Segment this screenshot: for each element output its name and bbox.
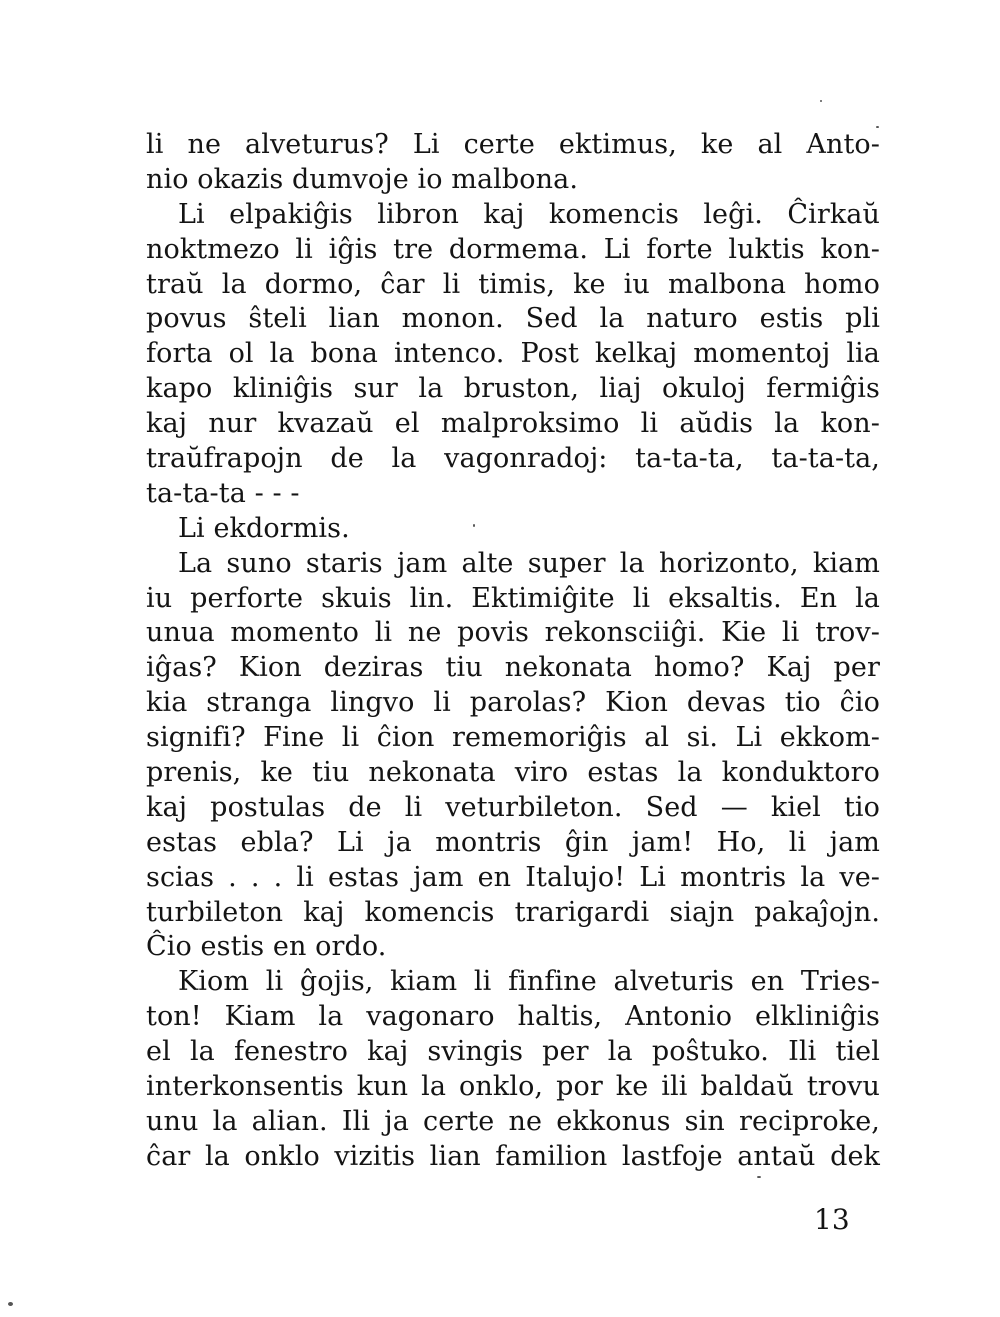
text-line-20: kaj postulas de li veturbileton. Sed — kiel tio [146,791,880,823]
scan-speck [757,1176,761,1178]
text-line-30: ĉar la onklo vizitis lian familion lastfoje antaŭ dek [146,1140,880,1172]
scan-speck [473,524,475,527]
text-line-4: noktmezo li iĝis tre dormema. Li forte luktis kon- [146,233,880,265]
text-line-6: povus ŝteli lian monon. Sed la naturo estis pli [146,303,880,335]
page-number: 13 [814,1203,850,1236]
text-line-22: scias . . . li estas jam en Italujo! Li montris la ve- [146,861,880,893]
text-line-11: ta-ta-ta - - - [146,477,300,509]
text-line-10: traŭfrapojn de la vagonradoj: ta-ta-ta, ta-ta-ta, [146,443,880,475]
text-line-9: kaj nur kvazaŭ el malproksimo li aŭdis la kon- [146,408,880,440]
text-line-15: unua momento li ne povis rekonsciiĝi. Kie li trov- [146,617,880,649]
scan-speck [876,126,879,128]
text-line-29: unu la alian. Ili ja certe ne ekkonus sin reciproke, [146,1105,880,1137]
text-line-25: Kiom li ĝojis, kiam li finfine alveturis en Tries- [178,966,880,998]
text-line-1: li ne alveturus? Li certe ektimus, ke al Anto- [146,129,880,160]
text-line-13: La suno staris jam alte super la horizonto, kiam [178,547,880,579]
text-line-26: ton! Kiam la vagonaro haltis, Antonio elkliniĝis [146,1001,880,1033]
text-line-12: Li ekdormis. [178,512,350,544]
text-line-14: iu perforte skuis lin. Ektimiĝite li eksaltis. En la [146,582,880,614]
text-line-21: estas ebla? Li ja montris ĝin jam! Ho, li jam [146,826,880,858]
scan-speck [820,100,822,102]
text-line-17: kia stranga lingvo li parolas? Kion devas tio ĉio [146,687,880,719]
body-text [146,128,880,1175]
text-line-19: prenis, ke tiu nekonata viro estas la konduktoro [146,757,880,789]
text-line-24: Ĉio estis en ordo. [146,931,387,963]
text-line-27: el la fenestro kaj svingis per la poŝtuko. Ili tiel [146,1036,880,1068]
text-line-23: turbileton kaj komencis trarigardi siajn pakaĵojn. [146,896,880,928]
text-line-5: traŭ la dormo, ĉar li timis, ke iu malbona homo [146,268,880,300]
text-line-2: nio okazis dumvoje io malbona. [146,163,579,195]
text-line-18: signifi? Fine li ĉion rememoriĝis al si. Li ekkom- [146,722,880,754]
text-line-16: iĝas? Kion deziras tiu nekonata homo? Kaj per [146,652,880,684]
scan-speck [8,1302,13,1306]
text-line-3: Li elpakiĝis libron kaj komencis leĝi. Ĉirkaŭ [178,198,880,230]
text-line-7: forta ol la bona intenco. Post kelkaj momentoj lia [146,338,880,370]
text-line-28: interkonsentis kun la onklo, por ke ili baldaŭ trovu [146,1071,880,1103]
text-line-8: kapo kliniĝis sur la bruston, liaj okuloj fermiĝis [146,373,880,405]
